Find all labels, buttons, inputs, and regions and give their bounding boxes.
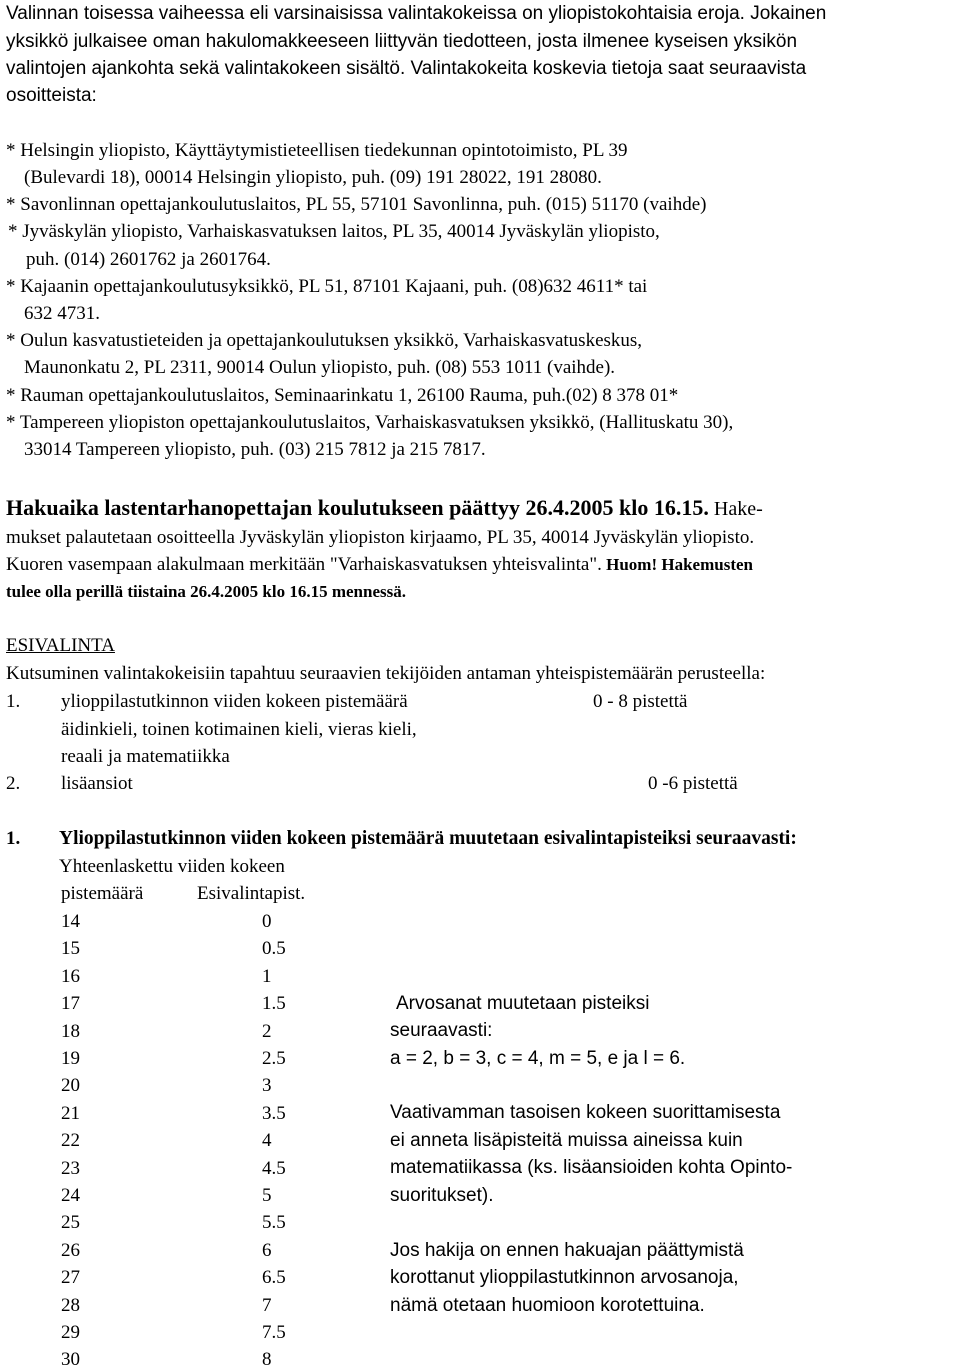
address-line: * Jyväskylän yliopisto, Varhaiskasvatuksen laitos, PL 35, 40014 Jyväskylän yliopisto,	[8, 221, 660, 242]
table-cell-score: 29	[61, 1322, 80, 1343]
item-points: 0 - 8 pistettä	[593, 691, 688, 712]
address-line: 33014 Tampereen yliopisto, puh. (03) 215 7812 ja 215 7817.	[24, 439, 486, 460]
item-text: ylioppilastutkinnon viiden kokeen pistemäärä	[61, 691, 408, 712]
note-line: Vaativamman tasoisen kokeen suorittamisesta	[390, 1102, 781, 1123]
address-line: * Tampereen yliopiston opettajankoulutuslaitos, Varhaiskasvatuksen yksikkö, (Hallituskatu 30),	[6, 412, 734, 433]
table-cell-score: 26	[61, 1240, 80, 1261]
table-cell-score: 24	[61, 1185, 80, 1206]
table-cell-score: 14	[61, 911, 80, 932]
table-column-header: Esivalintapist.	[197, 883, 306, 904]
item-subtext: reaali ja matematiikka	[61, 746, 230, 767]
item-number: 2.	[6, 773, 21, 794]
address-line: * Oulun kasvatustieteiden ja opettajankoulutuksen yksikkö, Varhaiskasvatuskeskus,	[6, 330, 643, 351]
deadline-note: tulee olla perillä tiistaina 26.4.2005 klo 16.15 mennessä.	[6, 582, 406, 601]
intro-line: valintojen ajankohta sekä valintakokeen sisältö. Valintakokeita koskevia tietoja saat seuraavista	[6, 58, 807, 79]
table-cell-score: 20	[61, 1075, 80, 1096]
table-cell-score: 19	[61, 1048, 80, 1069]
item-number: 1.	[6, 828, 21, 849]
intro-line: Valinnan toisessa vaiheessa eli varsinaisissa valintakokeissa on yliopistokohtaisia eroja. Jokainen	[6, 3, 827, 24]
section-heading: ESIVALINTA	[6, 635, 115, 656]
address-line: Maunonkatu 2, PL 2311, 90014 Oulun yliopisto, puh. (08) 553 1011 (vaihde).	[24, 357, 616, 378]
item-number: 1.	[6, 691, 21, 712]
item-subtext: äidinkieli, toinen kotimainen kieli, vieras kieli,	[61, 719, 417, 740]
table-cell-points: 5	[262, 1185, 272, 1206]
table-cell-score: 21	[61, 1103, 80, 1124]
table-cell-score: 17	[61, 993, 80, 1014]
address-line: puh. (014) 2601762 ja 2601764.	[26, 249, 271, 270]
table-column-header: pistemäärä	[61, 883, 144, 904]
table-cell-points: 2.5	[262, 1048, 286, 1069]
table-cell-points: 6.5	[262, 1267, 286, 1288]
table-cell-score: 27	[61, 1267, 80, 1288]
table-cell-score: 18	[61, 1021, 80, 1042]
deadline-line: mukset palautetaan osoitteella Jyväskylän yliopiston kirjaamo, PL 35, 40014 Jyväskylän yliopisto.	[6, 527, 755, 548]
note-line: a = 2, b = 3, c = 4, m = 5, e ja l = 6.	[390, 1048, 686, 1069]
table-cell-points: 7.5	[262, 1322, 286, 1343]
item-points: 0 -6 pistettä	[648, 773, 738, 794]
table-cell-score: 28	[61, 1295, 80, 1316]
table-cell-points: 4	[262, 1130, 272, 1151]
deadline-tail: Hake-	[708, 498, 763, 520]
table-cell-points: 7	[262, 1295, 272, 1316]
address-line: * Helsingin yliopisto, Käyttäytymistieteellisen tiedekunnan opintotoimisto, PL 39	[6, 140, 628, 161]
table-cell-score: 22	[61, 1130, 80, 1151]
esivalinta-intro: Kutsuminen valintakokeisiin tapahtuu seuraavien tekijöiden antaman yhteispistemäärän perusteella:	[6, 663, 766, 684]
note-line: Jos hakija on ennen hakuajan päättymistä	[390, 1240, 744, 1261]
table-cell-points: 1.5	[262, 993, 286, 1014]
table-cell-points: 5.5	[262, 1212, 286, 1233]
table-cell-points: 4.5	[262, 1158, 286, 1179]
table-cell-score: 23	[61, 1158, 80, 1179]
item-text: lisäansiot	[61, 773, 133, 794]
address-line: (Bulevardi 18), 00014 Helsingin yliopisto, puh. (09) 191 28022, 191 28080.	[24, 167, 602, 188]
intro-line: osoitteista:	[6, 85, 97, 106]
envelope-note: Kuoren vasempaan alakulmaan merkitään "Varhaiskasvatuksen yhteisvalinta".	[6, 554, 602, 575]
table-cell-points: 0.5	[262, 938, 286, 959]
deadline-heading: Hakuaika lastentarhanopettajan koulutukseen päättyy 26.4.2005 klo 16.15.	[6, 495, 709, 520]
table-cell-score: 25	[61, 1212, 80, 1233]
address-line: * Kajaanin opettajankoulutusyksikkö, PL 51, 87101 Kajaani, puh. (08)632 4611* tai	[6, 276, 648, 297]
deadline-line	[6, 497, 763, 519]
table-cell-points: 1	[262, 966, 272, 987]
note-line: ei anneta lisäpisteitä muissa aineissa kuin	[390, 1130, 743, 1151]
intro-line: yksikkö julkaisee oman hakulomakkeeseen liittyvän tiedotteen, josta ilmenee kyseisen yksikön	[6, 31, 798, 52]
table-cell-score: 30	[61, 1349, 80, 1370]
table-cell-points: 6	[262, 1240, 272, 1261]
note-line: matematiikassa (ks. lisäansioiden kohta Opinto-	[390, 1157, 793, 1178]
note-line: seuraavasti:	[390, 1020, 493, 1041]
table-cell-score: 16	[61, 966, 80, 987]
note-line: suoritukset).	[390, 1185, 494, 1206]
note-line: korottanut ylioppilastutkinnon arvosanoja,	[390, 1267, 739, 1288]
table-cell-points: 0	[262, 911, 272, 932]
note-line: nämä otetaan huomioon korotettuina.	[390, 1295, 705, 1316]
note-line: Arvosanat muutetaan pisteiksi	[396, 993, 650, 1014]
deadline-line	[6, 555, 753, 574]
table-cell-points: 2	[262, 1021, 272, 1042]
huom-note: Huom! Hakemusten	[601, 555, 753, 574]
table-cell-score: 15	[61, 938, 80, 959]
address-line: 632 4731.	[24, 303, 100, 324]
table-header: Yhteenlaskettu viiden kokeen	[59, 856, 285, 877]
table-cell-points: 3.5	[262, 1103, 286, 1124]
table-cell-points: 3	[262, 1075, 272, 1096]
table-cell-points: 8	[262, 1349, 272, 1370]
address-line: * Rauman opettajankoulutuslaitos, Seminaarinkatu 1, 26100 Rauma, puh.(02) 8 378 01*	[6, 385, 679, 406]
address-line: * Savonlinnan opettajankoulutuslaitos, PL 55, 57101 Savonlinna, puh. (015) 51170 (vaihde)	[6, 194, 707, 215]
conversion-heading: Ylioppilastutkinnon viiden kokeen pistemäärä muutetaan esivalintapisteiksi seuraavasti:	[59, 828, 797, 849]
